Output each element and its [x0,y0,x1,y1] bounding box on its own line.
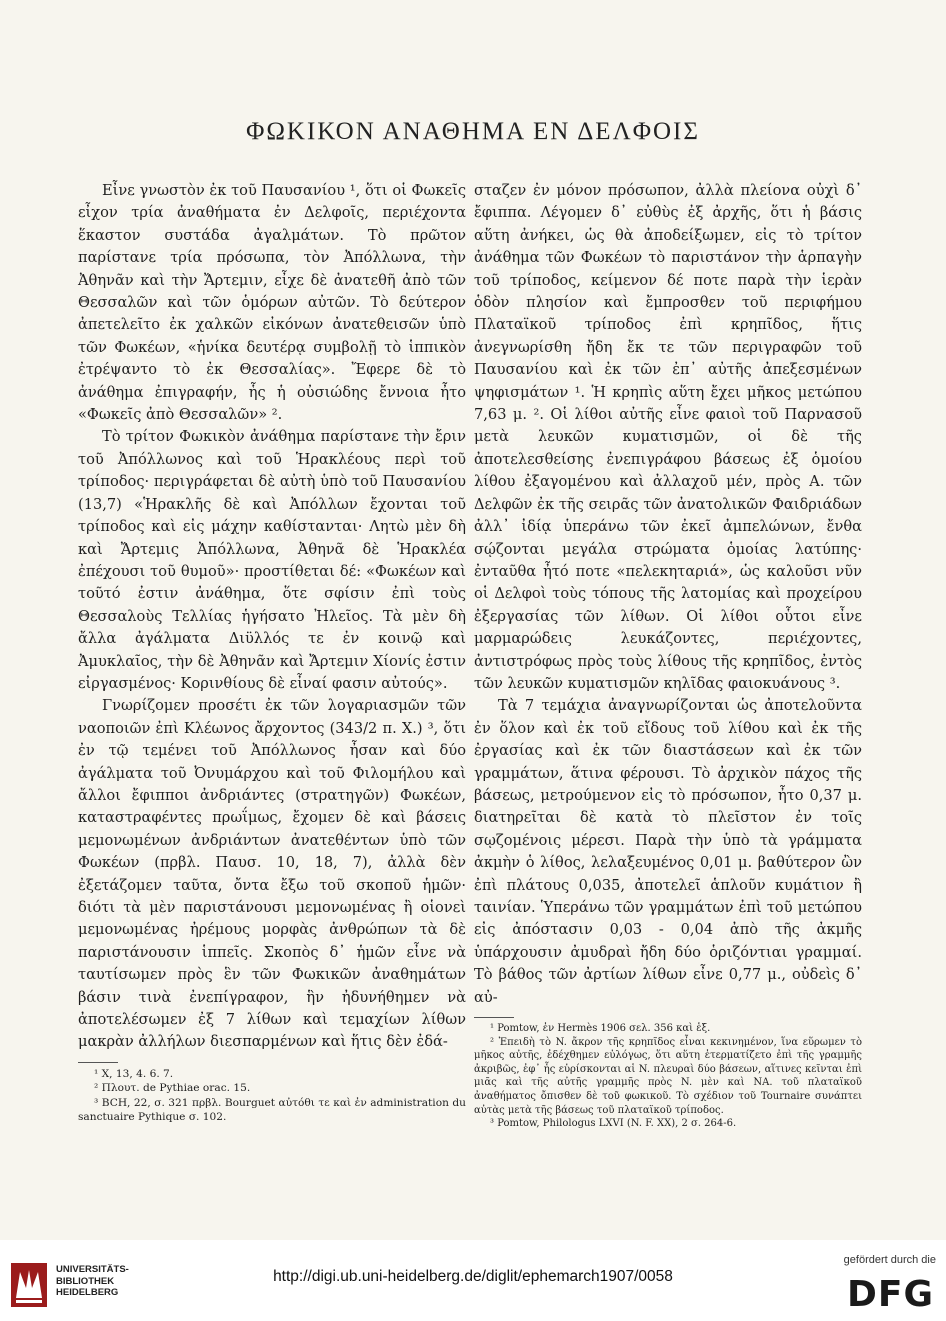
funding-label: gefördert durch die [843,1254,936,1266]
source-url-link[interactable]: http://digi.ub.uni-heidelberg.de/diglit/ephemarch1907/0058 [273,1268,673,1285]
footnote: ³ BCH, 22, σ. 321 πρβλ. Bourguet αὐτόθι τε καὶ ἐν administration du sanctuaire Pythique σ. 102. [78,1096,466,1124]
footnotes-right [474,1022,862,1131]
footnote: ² Πλουτ. de Pythiae orac. 15. [94,1082,251,1095]
library-name: UNIVERSITÄTS- BIBLIOTHEK HEIDELBERG [56,1264,129,1298]
footnote-rule [474,1017,514,1018]
footnotes-left [78,1067,466,1125]
footnote: ³ Pomtow, Philologus LXVI (N. F. XX), 2 σ. 264-6. [490,1118,737,1130]
digitization-footer [0,1240,946,1321]
article-title: ΦΩΚΙΚΟΝ ΑΝΑΘΗΜΑ ΕΝ ΔΕΛΦΟΙΣ [246,118,700,145]
footnote: ¹ Pomtow, ἐν Hermès 1906 σελ. 356 καὶ ἑξ. [490,1023,711,1035]
paragraph: Τὸ τρίτον Φωκικὸν ἀνάθημα παρίστανε τὴν ἔριν τοῦ Ἀπόλλωνος καὶ τοῦ Ἡρακλέους περὶ τοῦ τρίποδος· περιγράφεται δὲ αὐτὴ ὑπὸ τοῦ Παυσανίου (13,7) «Ἡρακλῆς δὲ καὶ Ἀπόλλων ἔχονται τοῦ τρίποδος καὶ εἰς μάχην καθίστανται· Λητὼ μὲν δὴ καὶ Ἄρτεμις Ἀπόλλωνα, Ἀθηνᾶ δὲ Ἡρακλέα ἐπέχουσι τοῦ θυμοῦ»· προστίθεται δέ: «Φωκέων καὶ τοῦτό ἐστιν ἀνάθημα, ὅτε σφίσιν ἐπὶ τοὺς Θεσσαλοὺς Τελλίας ἡγήσατο Ἠλεῖος. Τὰ μὲν δὴ ἄλλα ἀγάλματα Διϋλλός τε ἐν κοινῷ καὶ Ἀμυκλαῖος, τὴν δὲ Ἀθηνᾶν καὶ Ἄρτεμιν Χίονίς ἐστιν εἰργασμένος· Κορινθίους δὲ εἶναί φασιν αὐτούς». [78,428,466,692]
dfg-logo: DFG [846,1274,934,1315]
left-column [78,180,466,1125]
right-column [474,180,862,1131]
footnote-rule [78,1062,118,1063]
footnote: ¹ X, 13, 4. 6. 7. [94,1067,174,1080]
paragraph: Εἶνε γνωστὸν ἐκ τοῦ Παυσανίου ¹, ὅτι οἱ Φωκεῖς εἶχον τρία ἀναθήματα ἐν Δελφοῖς, περιέχοντα ἕκαστον συστάδα ἀγαλμάτων. Τὸ πρῶτον παρίστανε τρία πρόσωπα, τὸν Ἀπόλλωνα, τὴν Ἀθηνᾶν καὶ τὴν Ἄρτεμιν, εἶχε δὲ ἀνατεθῆ ἀπὸ τῶν Θεσσαλῶν καὶ τῶν ὁμόρων αὐτῶν. Τὸ δεύτερον ἀπετελεῖτο ἐκ χαλκῶν εἰκόνων ἀνατεθεισῶν ὑπὸ τῶν Φωκέων, «ἡνίκα δευτέρᾳ συμβολῇ τὸ ἱππικὸν ἐτρέψαντο τὸ ἐκ Θεσσαλίας». Ἔφερε δὲ τὸ ἀνάθημα ἐπιγραφήν, ἧς ἡ οὐσιώδης ἔννοια ἦτο «Φωκεῖς ἀπὸ Θεσσαλῶν» ². [78,182,466,424]
paragraph: Γνωρίζομεν προσέτι ἐκ τῶν λογαριασμῶν τῶν ναοποιῶν ἐπὶ Κλέωνος ἄρχοντος (343/2 π. Χ.) ³, ὅτι ἐν τῷ τεμένει τοῦ Ἀπόλλωνος ἦσαν καὶ δύο ἀγάλματα τοῦ Ὀνυμάρχου καὶ τοῦ Φιλομήλου καὶ ἄλλοι ἔφιπποι ἀνδριάντες (στρατηγῶν) Φωκέων, καταστραφέντες πρωΐμως, ἔχομεν δὲ καὶ βάσεις μεμονωμένων ἀνδριάντων ἀνατεθέντων ὑπὸ τῶν Φωκέων (πρβλ. Παυσ. 10, 18, 7), ἀλλὰ δὲν ἐξετάζομεν ταῦτα, ὄντα ἔξω τοῦ σκοποῦ ἡμῶν· διότι τὰ μὲν παριστάνουσι μεμονωμένας ἢ οἱονεὶ μεμονωμένας ἠρέμους μορφὰς ἀνθρώπων τὰ δὲ παριστάνουσιν ἱππεῖς. Σκοπὸς δ᾽ ἡμῶν εἶνε νὰ ταυτίσωμεν πρὸς ἓν τῶν Φωκικῶν ἀναθημάτων βάσιν τινὰ ἐνεπίγραφον, ἣν ἠδυνήθημεν νὰ ἀποτελέσωμεν ἐξ 7 λίθων καὶ τεμαχίων λίθων μακρὰν ἀλλήλων διεσπαρμένων καὶ ἥτις δὲν ἐδά- [78,697,466,1051]
paragraph: Τὰ 7 τεμάχια ἀναγνωρίζονται ὡς ἀποτελοῦντα ἐν ὅλον καὶ ἐκ τοῦ εἴδους τοῦ λίθου καὶ ἐκ τῆς ἐργασίας καὶ ἐκ τῶν διαστάσεων καὶ ἐκ τῶν γραμμάτων, ἅτινα φέρουσι. Τὸ ἀρχικὸν πάχος τῆς βάσεως, μετρούμενον εἰς τὸ πρόσωπον, ἦτο 0,37 μ. διατηρεῖται δὲ κατὰ τὸ πλεῖστον ἐν τοῖς σῳζομένοις μέρεσι. Παρὰ τὴν ὑπὸ τὰ γράμματα ἀκμὴν ὁ λίθος, λελαξευμένος 0,01 μ. βαθύτερον ὢν ἐπὶ πλάτους 0,035, ἀποτελεῖ ἁπλοῦν κυμάτιον ἢ ταινίαν. Ὑπεράνω τῶν γραμμάτων ἐπὶ τοῦ μετώπου εἰς ἀπόστασιν 0,03 - 0,04 ἀπὸ τῆς ἀκμῆς ὑπάρχουσιν ἀμυδραὶ ἤδη δύο ὁριζόντιαι γραμμαί. Τὸ βάθος τῶν ἀρτίων λίθων εἶνε 0,77 μ., οὐδεὶς δ᾽ αὐ- [474,697,862,1006]
paragraph: σταζεν ἐν μόνον πρόσωπον, ἀλλὰ πλείονα οὐχὶ δ᾽ ἔφιππα. Λέγομεν δ᾽ εὐθὺς ἐξ ἀρχῆς, ὅτι ἡ βάσις αὕτη ἀνήκει, ὡς θὰ ἀποδείξωμεν, εἰς τὸ τρίτον ἀνάθημα τῶν Φωκέων τὸ παριστάνον τὴν ἁρπαγὴν τοῦ τρίποδος, κείμενον δέ ποτε παρὰ τὴν ἱερὰν ὁδὸν πλησίον καὶ ἔμπροσθεν τοῦ περιφήμου Πλαταϊκοῦ τρίποδος ἐπὶ κρηπῖδος, ἥτις ἀνεγνωρίσθη ἤδη ἔκ τε τῶν περιγραφῶν τοῦ Παυσανίου καὶ ἐκ τῶν ἐπ᾽ αὐτῆς ἀπεξεσμένων ψηφισμάτων ¹. Ἡ κρηπὶς αὕτη ἔχει μῆκος μετώπου 7,63 μ. ². Οἱ λίθοι αὐτῆς εἶνε φαιοὶ τοῦ Παρνασοῦ μετὰ λευκῶν κυματισμῶν, οἱ δὲ τῆς ἀποτελεσθείσης ἐνεπιγράφου βάσεως ἐξ ὁμοίου λίθου ἐξαγομένου καὶ ἀλλαχοῦ μέν, πρὸς Α. τῶν Δελφῶν ἐκ τῆς σειρᾶς τῶν ἀνατολικῶν Φαιδριάδων ἀλλ᾽ ἰδίᾳ ὑπεράνω τῶν ἐκεῖ ἀμπελώνων, ἔνθα σῴζονται μεγάλα στρώματα ὁμοίας λατύπης· ἐνταῦθα ἦτό ποτε «πελεκηταριά», ὡς καλοῦσι νῦν οἱ Δελφοὶ τοὺς τόπους τῆς λατομίας καὶ προχείρου ἐξεργασίας τῶν λίθων. Οἱ λίθοι οὗτοι εἶνε μαρμαρώδεις λευκάζοντες, περιέχοντες, ἀντιστρόφως πρὸς τοὺς λίθους τῆς κρηπῖδος, ἐντὸς τῶν λευκῶν κυματισμῶν κηλῖδας φαιοκυάνους ³. [474,182,862,692]
footnote: ² Ἐπειδὴ τὸ N. ἄκρον τῆς κρηπῖδος εἶναι κεκινημένον, ἵνα εὕρωμεν τὸ μῆκος αὐτῆς, ἐδέχθημεν εὐλόγως, ὅτι αὕτη ἐτερματίζετο ἐπὶ τῆς γραμμῆς ἀκριβῶς, ἐφ᾽ ἧς εὑρίσκονται αἱ N. πλευραὶ δύο βάσεων, αἵτινες κεῖνται ἐπὶ μιᾶς καὶ τῆς αὐτῆς γραμμῆς πρὸς N. μὲν καὶ NA. τοῦ πλαταϊκοῦ ἀναθήματος ὄπισθεν δὲ τοῦ φωκικοῦ. Τὸ σχέδιον τοῦ Tournaire συνάπτει αὐτὰς μετὰ τῆς βάσεως τοῦ πλαταϊκοῦ τρίποδος. [474,1036,862,1116]
